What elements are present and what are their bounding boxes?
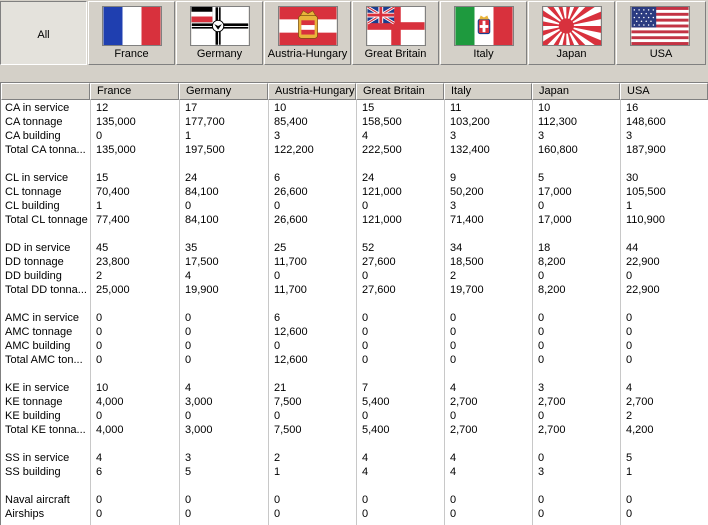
table-cell: 24 — [362, 172, 375, 184]
table-cell: 19,900 — [185, 284, 219, 296]
column-header-france[interactable]: France — [90, 83, 179, 100]
row-label: Total CA tonna... — [5, 144, 86, 156]
table-cell: 148,600 — [626, 116, 666, 128]
table-cell: 4,200 — [626, 424, 654, 436]
column-divider — [444, 100, 445, 525]
table-cell: 177,700 — [185, 116, 225, 128]
table-cell: 4,000 — [96, 424, 124, 436]
row-label: KE in service — [5, 382, 70, 394]
table-cell: 0 — [274, 270, 281, 282]
table-cell: 26,600 — [274, 186, 308, 198]
column-header-japan[interactable]: Japan — [532, 83, 620, 100]
table-cell: 6 — [96, 466, 103, 478]
row-label: SS in service — [5, 452, 70, 464]
table-cell: 5,400 — [362, 424, 390, 436]
table-cell: 17 — [185, 102, 198, 114]
table-cell: 0 — [185, 340, 192, 352]
table-cell: 0 — [450, 340, 457, 352]
table-cell: 1 — [626, 466, 633, 478]
table-cell: 112,300 — [538, 116, 577, 128]
column-divider — [356, 100, 357, 525]
table-cell: 44 — [626, 242, 639, 254]
table-cell: 222,500 — [362, 144, 402, 156]
column-divider — [620, 100, 621, 525]
table-cell: 17,000 — [538, 186, 572, 198]
row-label: DD tonnage — [5, 256, 64, 268]
table-cell: 2 — [450, 270, 457, 282]
table-cell: 0 — [626, 354, 633, 366]
table-cell: 0 — [626, 270, 633, 282]
table-cell: 12,600 — [274, 354, 308, 366]
table-cell: 2,700 — [626, 396, 654, 408]
table-cell: 18 — [538, 242, 551, 254]
table-cell: 50,200 — [450, 186, 484, 198]
table-cell: 8,200 — [538, 256, 566, 268]
tab-label: All — [37, 29, 50, 41]
tab-label: Great Britain — [364, 48, 427, 60]
table-cell: 3,000 — [185, 396, 213, 408]
table-cell: 27,600 — [362, 284, 396, 296]
tab-all[interactable] — [0, 1, 87, 65]
country-filter-bar — [0, 0, 708, 68]
table-cell: 3 — [626, 130, 633, 142]
japan-flag-icon — [542, 6, 602, 46]
table-cell: 110,900 — [626, 214, 665, 226]
row-label: CL building — [5, 200, 60, 212]
row-label: CA building — [5, 130, 61, 142]
table-cell: 24 — [185, 172, 198, 184]
table-cell: 3 — [538, 466, 545, 478]
table-cell: 0 — [362, 270, 369, 282]
naval-statistics-grid[interactable] — [0, 82, 708, 525]
table-cell: 21 — [274, 382, 287, 394]
column-header-italy[interactable]: Italy — [444, 83, 532, 100]
table-cell: 0 — [538, 200, 545, 212]
table-cell: 0 — [362, 410, 369, 422]
germany-flag-icon — [190, 6, 250, 46]
table-cell: 85,400 — [274, 116, 308, 128]
row-label: DD building — [5, 270, 62, 282]
table-cell: 103,200 — [450, 116, 490, 128]
tab-label: Italy — [473, 48, 494, 60]
table-cell: 0 — [185, 312, 192, 324]
table-cell: 158,500 — [362, 116, 402, 128]
italy-flag-icon — [454, 6, 514, 46]
tab-usa[interactable] — [616, 1, 706, 65]
table-cell: 0 — [96, 340, 103, 352]
table-cell: 0 — [185, 494, 192, 506]
table-cell: 160,800 — [538, 144, 578, 156]
table-cell: 0 — [538, 312, 545, 324]
table-cell: 132,400 — [450, 144, 490, 156]
table-cell: 9 — [450, 172, 457, 184]
column-header-germany[interactable]: Germany — [179, 83, 268, 100]
row-label: CA tonnage — [5, 116, 63, 128]
table-cell: 7,500 — [274, 424, 302, 436]
row-label: CL tonnage — [5, 186, 62, 198]
table-cell: 0 — [96, 326, 103, 338]
table-cell: 0 — [274, 410, 281, 422]
table-cell: 0 — [538, 452, 545, 464]
tab-label: Germany — [196, 48, 243, 60]
table-cell: 4 — [450, 382, 457, 394]
table-cell: 3 — [185, 452, 192, 464]
table-cell: 187,900 — [626, 144, 666, 156]
table-cell: 25 — [274, 242, 287, 254]
table-cell: 0 — [96, 508, 103, 520]
table-cell: 0 — [185, 410, 192, 422]
row-label: AMC building — [5, 340, 71, 352]
table-cell: 10 — [274, 102, 287, 114]
table-cell: 135,000 — [96, 144, 136, 156]
column-header-great-britain[interactable]: Great Britain — [356, 83, 444, 100]
tab-great-britain[interactable] — [352, 1, 439, 65]
column-divider — [268, 100, 269, 525]
table-cell: 11,700 — [274, 256, 307, 268]
table-cell: 0 — [96, 312, 103, 324]
table-cell: 35 — [185, 242, 198, 254]
table-cell: 5 — [185, 466, 192, 478]
table-cell: 0 — [450, 354, 457, 366]
row-label: Total KE tonna... — [5, 424, 86, 436]
table-cell: 4 — [626, 382, 633, 394]
row-label: SS building — [5, 466, 61, 478]
table-cell: 0 — [96, 410, 103, 422]
table-cell: 4 — [362, 452, 369, 464]
table-cell: 4 — [185, 270, 192, 282]
table-cell: 5,400 — [362, 396, 390, 408]
table-cell: 122,200 — [274, 144, 314, 156]
tab-label: USA — [649, 48, 673, 60]
table-cell: 4 — [362, 130, 369, 142]
table-cell: 77,400 — [96, 214, 130, 226]
table-cell: 0 — [362, 200, 369, 212]
column-header-austria-hungary[interactable]: Austria-Hungary — [268, 83, 356, 100]
table-cell: 52 — [362, 242, 375, 254]
table-cell: 18,500 — [450, 256, 484, 268]
row-label: Airships — [5, 508, 45, 520]
table-cell: 4 — [450, 452, 457, 464]
row-label: CL in service — [5, 172, 69, 184]
table-cell: 0 — [626, 340, 633, 352]
table-cell: 4 — [96, 452, 103, 464]
table-cell: 45 — [96, 242, 109, 254]
table-cell: 105,500 — [626, 186, 666, 198]
table-cell: 0 — [450, 508, 457, 520]
table-cell: 0 — [626, 326, 633, 338]
table-cell: 0 — [538, 508, 545, 520]
table-cell: 0 — [538, 340, 545, 352]
table-cell: 7,500 — [274, 396, 302, 408]
table-cell: 22,900 — [626, 256, 660, 268]
table-cell: 0 — [626, 312, 633, 324]
table-cell: 27,600 — [362, 256, 396, 268]
row-label: Total DD tonna... — [5, 284, 87, 296]
table-cell: 0 — [362, 494, 369, 506]
table-cell: 0 — [450, 494, 457, 506]
row-label: Naval aircraft — [5, 494, 70, 506]
table-cell: 23,800 — [96, 256, 130, 268]
table-cell: 5 — [626, 452, 633, 464]
tab-label: Austria-Hungary — [267, 48, 348, 60]
table-cell: 11,700 — [274, 284, 307, 296]
table-cell: 0 — [185, 200, 192, 212]
row-label: DD in service — [5, 242, 71, 254]
table-cell: 0 — [96, 354, 103, 366]
table-cell: 12 — [96, 102, 109, 114]
table-cell: 3 — [538, 130, 545, 142]
table-cell: 3 — [450, 130, 457, 142]
tab-austria-hungary[interactable] — [264, 1, 351, 65]
table-cell: 1 — [626, 200, 633, 212]
table-cell: 0 — [362, 326, 369, 338]
table-cell: 2 — [96, 270, 103, 282]
table-cell: 11 — [450, 102, 462, 114]
table-cell: 0 — [185, 508, 192, 520]
usa-flag-icon — [630, 6, 690, 46]
table-cell: 10 — [538, 102, 551, 114]
table-cell: 7 — [362, 382, 369, 394]
table-cell: 197,500 — [185, 144, 225, 156]
table-cell: 15 — [96, 172, 109, 184]
table-cell: 3 — [450, 200, 457, 212]
table-cell: 5 — [538, 172, 545, 184]
table-cell: 0 — [450, 410, 457, 422]
table-cell: 1 — [96, 200, 103, 212]
table-cell: 0 — [274, 200, 281, 212]
table-cell: 10 — [96, 382, 109, 394]
table-cell: 19,700 — [450, 284, 484, 296]
row-label: KE tonnage — [5, 396, 63, 408]
table-cell: 26,600 — [274, 214, 308, 226]
table-cell: 1 — [185, 130, 192, 142]
table-cell: 121,000 — [362, 214, 402, 226]
tab-germany[interactable] — [176, 1, 263, 65]
row-label: AMC in service — [5, 312, 79, 324]
table-cell: 0 — [362, 508, 369, 520]
table-cell: 0 — [96, 130, 103, 142]
table-cell: 34 — [450, 242, 463, 254]
table-cell: 135,000 — [96, 116, 136, 128]
table-cell: 4 — [362, 466, 369, 478]
row-label: Total AMC ton... — [5, 354, 83, 366]
table-cell: 70,400 — [96, 186, 130, 198]
row-label: KE building — [5, 410, 61, 422]
row-label: CA in service — [5, 102, 70, 114]
table-cell: 0 — [274, 508, 281, 520]
france-flag-icon — [102, 6, 162, 46]
great-britain-flag-icon — [366, 6, 426, 46]
table-cell: 84,100 — [185, 214, 219, 226]
column-header-label[interactable] — [1, 83, 90, 100]
table-cell: 0 — [626, 508, 633, 520]
table-cell: 2,700 — [450, 396, 478, 408]
table-cell: 6 — [274, 312, 281, 324]
table-cell: 0 — [362, 340, 369, 352]
table-cell: 25,000 — [96, 284, 130, 296]
table-cell: 121,000 — [362, 186, 402, 198]
table-cell: 12,600 — [274, 326, 308, 338]
table-cell: 0 — [362, 312, 369, 324]
table-cell: 4 — [185, 382, 192, 394]
table-cell: 0 — [362, 354, 369, 366]
table-cell: 84,100 — [185, 186, 219, 198]
table-cell: 0 — [96, 494, 103, 506]
table-cell: 17,500 — [185, 256, 219, 268]
table-cell: 4 — [450, 466, 457, 478]
table-cell: 3 — [538, 382, 545, 394]
table-cell: 0 — [538, 326, 545, 338]
table-cell: 16 — [626, 102, 639, 114]
table-cell: 71,400 — [450, 214, 484, 226]
table-cell: 0 — [538, 270, 545, 282]
row-label: Total CL tonnage — [5, 214, 88, 226]
column-header-usa[interactable]: USA — [620, 83, 708, 100]
tab-label: Japan — [556, 48, 587, 60]
table-cell: 0 — [185, 326, 192, 338]
table-cell: 4,000 — [96, 396, 124, 408]
table-cell: 0 — [450, 326, 457, 338]
table-cell: 0 — [538, 494, 545, 506]
column-divider — [90, 100, 91, 525]
table-cell: 15 — [362, 102, 375, 114]
table-cell: 6 — [274, 172, 281, 184]
table-cell: 0 — [626, 494, 633, 506]
table-cell: 0 — [185, 354, 192, 366]
austria-hungary-flag-icon — [278, 6, 338, 46]
table-cell: 1 — [274, 466, 281, 478]
table-cell: 2 — [626, 410, 633, 422]
table-cell: 3 — [274, 130, 281, 142]
table-cell: 0 — [538, 410, 545, 422]
table-cell: 2 — [274, 452, 281, 464]
table-cell: 8,200 — [538, 284, 566, 296]
table-cell: 17,000 — [538, 214, 572, 226]
table-cell: 2,700 — [538, 424, 566, 436]
table-cell: 0 — [538, 354, 545, 366]
tab-label: France — [114, 48, 149, 60]
table-cell: 22,900 — [626, 284, 660, 296]
column-divider — [532, 100, 533, 525]
table-cell: 30 — [626, 172, 639, 184]
tab-france[interactable] — [88, 1, 175, 65]
column-divider — [179, 100, 180, 525]
tab-japan[interactable] — [528, 1, 615, 65]
table-cell: 0 — [274, 340, 281, 352]
table-cell: 3,000 — [185, 424, 213, 436]
table-cell: 2,700 — [450, 424, 478, 436]
table-cell: 2,700 — [538, 396, 566, 408]
row-label: AMC tonnage — [5, 326, 73, 338]
table-cell: 0 — [450, 312, 457, 324]
table-cell: 0 — [274, 494, 281, 506]
tab-italy[interactable] — [440, 1, 527, 65]
